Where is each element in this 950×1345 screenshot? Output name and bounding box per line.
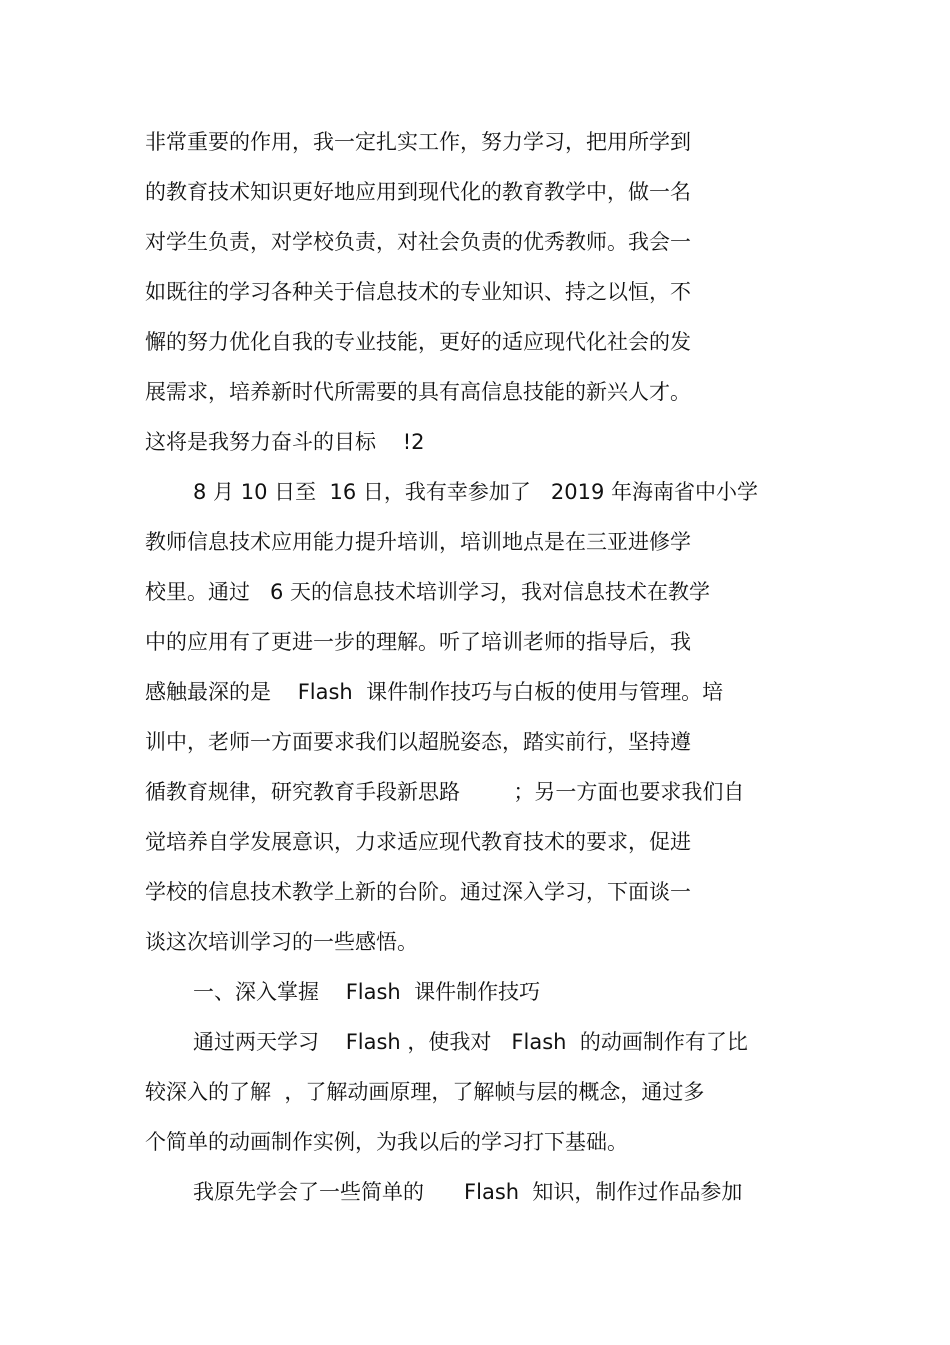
text-line: 这将是我努力奋斗的目标 !2 <box>145 430 425 454</box>
text-line: 非常重要的作用，我一定扎实工作，努力学习，把用所学到 <box>145 130 691 154</box>
text-line: 对学生负责，对学校负责，对社会负责的优秀教师。我会一 <box>145 230 691 254</box>
text-line: 感触最深的是 Flash 课件制作技巧与白板的使用与管理。培 <box>145 680 724 704</box>
paragraph-first-line: 我原先学会了一些简单的 Flash 知识，制作过作品参加 <box>193 1180 743 1204</box>
text-line: 如既往的学习各种关于信息技术的专业知识、持之以恒，不 <box>145 280 691 304</box>
text-line: 个简单的动画制作实例，为我以后的学习打下基础。 <box>145 1130 628 1154</box>
text-line: 循教育规律，研究教育手段新思路 ；另一方面也要求我们自 <box>145 780 745 804</box>
text-line: 懈的努力优化自我的专业技能，更好的适应现代化社会的发 <box>145 330 691 354</box>
text-line: 展需求，培养新时代所需要的具有高信息技能的新兴人才。 <box>145 380 691 404</box>
text-line: 学校的信息技术教学上新的台阶。通过深入学习，下面谈一 <box>145 880 691 904</box>
text-line: 中的应用有了更进一步的理解。听了培训老师的指导后，我 <box>145 630 691 654</box>
text-line: 谈这次培训学习的一些感悟。 <box>145 930 418 954</box>
paragraph-first-line: 8 月 10 日至 16 日，我有幸参加了 2019 年海南省中小学 <box>193 480 758 504</box>
section-heading: 一、深入掌握 Flash 课件制作技巧 <box>193 980 541 1004</box>
text-line: 校里。通过 6 天的信息技术培训学习，我对信息技术在教学 <box>145 580 711 604</box>
text-line: 的教育技术知识更好地应用到现代化的教育教学中，做一名 <box>145 180 691 204</box>
text-line: 训中，老师一方面要求我们以超脱姿态，踏实前行，坚持遵 <box>145 730 691 754</box>
text-line: 教师信息技术应用能力提升培训，培训地点是在三亚进修学 <box>145 530 691 554</box>
text-line: 觉培养自学发展意识，力求适应现代教育技术的要求，促进 <box>145 830 691 854</box>
paragraph-first-line: 通过两天学习 Flash ，使我对 Flash 的动画制作有了比 <box>193 1030 748 1054</box>
text-line: 较深入的了解 ，了解动画原理，了解帧与层的概念，通过多 <box>145 1080 705 1104</box>
